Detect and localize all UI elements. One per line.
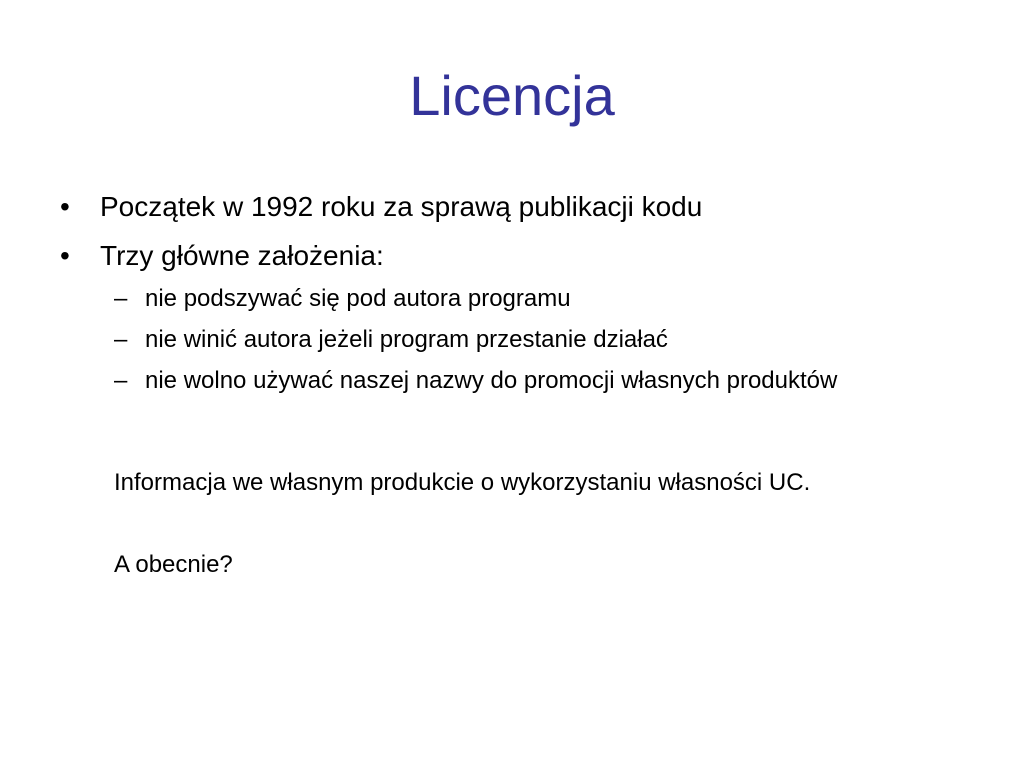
sub-bullet-marker: –: [114, 367, 128, 394]
bullet-text: Trzy główne założenia:: [100, 240, 384, 271]
bullet-marker: •: [60, 191, 70, 222]
sub-bullet-text: nie winić autora jeżeli program przestanie działać: [145, 326, 668, 353]
body-paragraph: A obecnie?: [114, 551, 233, 578]
sub-bullet-text: nie podszywać się pod autora programu: [145, 285, 571, 312]
sub-bullet-marker: –: [114, 285, 128, 312]
sub-bullet-text: nie wolno używać naszej nazwy do promocji własnych produktów: [145, 367, 838, 394]
bullet-marker: •: [60, 240, 70, 271]
sub-bullet-marker: –: [114, 326, 128, 353]
slide-title: Licencja: [409, 64, 615, 127]
bullet-text: Początek w 1992 roku za sprawą publikacji kodu: [100, 191, 703, 222]
body-paragraph: Informacja we własnym produkcie o wykorzystaniu własności UC.: [114, 469, 811, 496]
